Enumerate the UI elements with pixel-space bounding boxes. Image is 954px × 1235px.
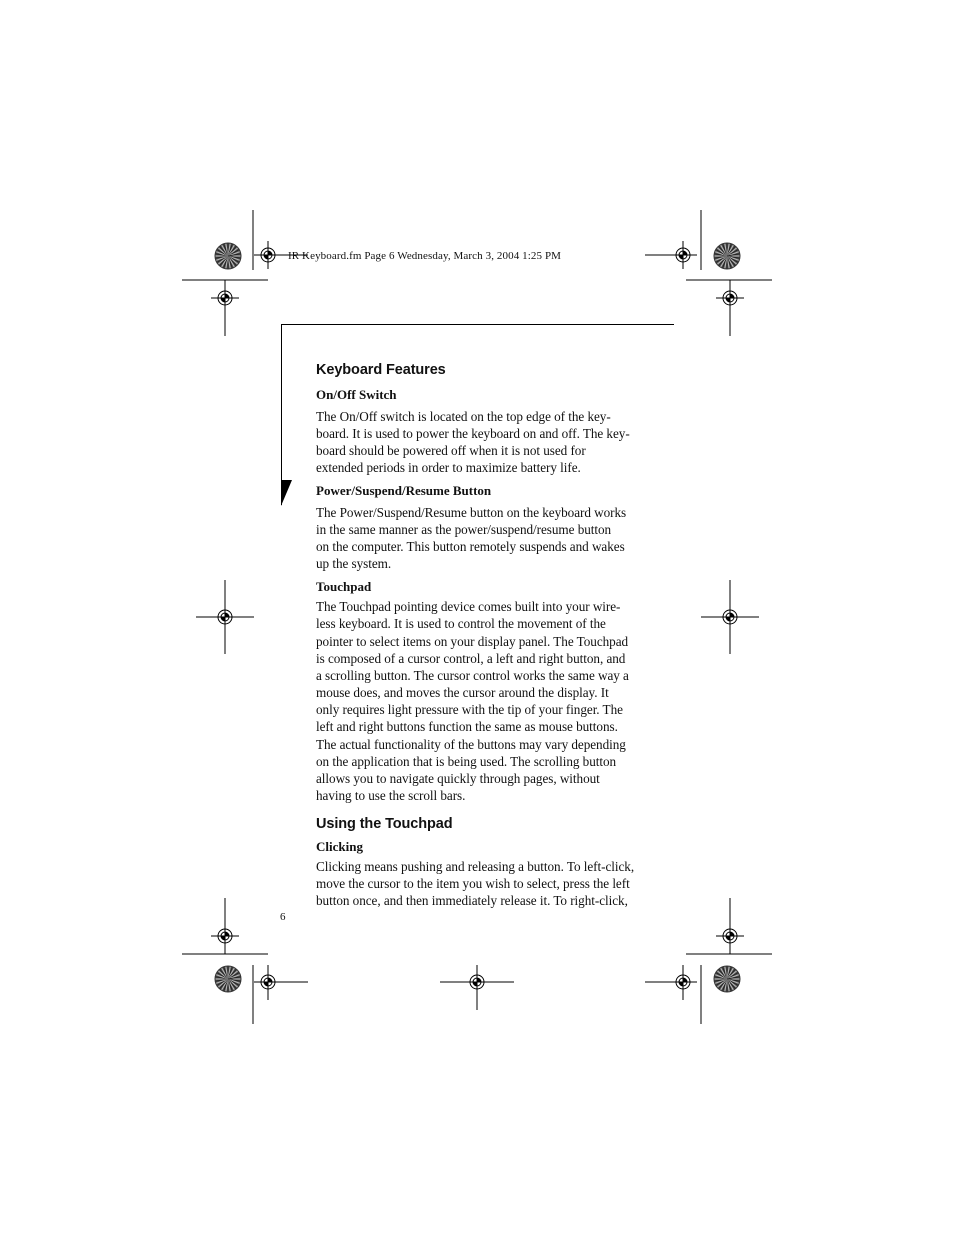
paragraph-touchpad xyxy=(316,598,656,804)
starburst-icon xyxy=(714,966,740,992)
text-line: on the application that is being used. The scrolling button xyxy=(316,753,617,769)
page-number: 6 xyxy=(280,911,286,923)
text-line: The Power/Suspend/Resume button on the keyboard works xyxy=(316,504,627,520)
text-line: pointer to select items on your display panel. The Touchpad xyxy=(316,633,629,649)
text-line: a scrolling button. The cursor control works the same way a xyxy=(316,667,629,683)
subheading-touchpad: Touchpad xyxy=(316,579,372,595)
text-line: allows you to navigate quickly through pages, without xyxy=(316,770,600,786)
text-line: board. It is used to power the keyboard on and off. The key- xyxy=(316,426,630,442)
subheading-clicking: Clicking xyxy=(316,839,363,855)
starburst-icon xyxy=(714,243,740,269)
section-heading-using-touchpad: Using the Touchpad xyxy=(316,816,453,833)
top-rule xyxy=(281,324,674,325)
starburst-icon xyxy=(215,966,241,992)
text-line: is composed of a cursor control, a left and right button, and xyxy=(316,650,626,666)
text-line: mouse does, and moves the cursor around the display. It xyxy=(316,685,609,701)
text-line: on the computer. This button remotely suspends and wakes xyxy=(316,538,625,554)
text-line: board should be powered off when it is not used for xyxy=(316,443,586,459)
slug-line: IR Keyboard.fm Page 6 Wednesday, March 3, 2004 1:25 PM xyxy=(288,250,562,262)
starburst-icon xyxy=(215,243,241,269)
subheading-power-button: Power/Suspend/Resume Button xyxy=(316,482,492,498)
paragraph-onoff xyxy=(316,408,656,477)
corner-wedge xyxy=(281,480,292,506)
text-line: button once, and then immediately release it. To right-click, xyxy=(316,893,628,909)
text-line: left and right buttons function the same as mouse buttons. xyxy=(316,719,618,735)
text-line: up the system. xyxy=(316,556,392,572)
subheading-onoff-switch: On/Off Switch xyxy=(316,387,397,402)
text-line: move the cursor to the item you wish to select, press the left xyxy=(316,876,630,892)
text-line: extended periods in order to maximize battery life. xyxy=(316,460,581,476)
text-line: The Touchpad pointing device comes built into your wire- xyxy=(316,599,621,615)
text-line: Clicking means pushing and releasing a button. To left-click, xyxy=(316,859,635,875)
text-line: in the same manner as the power/suspend/resume button xyxy=(316,521,612,537)
paragraph-power xyxy=(316,504,656,573)
text-line: The On/Off switch is located on the top edge of the key- xyxy=(316,409,611,424)
text-line: only requires light pressure with the tip of your finger. The xyxy=(316,702,623,718)
left-rule xyxy=(281,324,282,505)
text-line: having to use the scroll bars. xyxy=(316,787,466,803)
text-line: less keyboard. It is used to control the movement of the xyxy=(316,616,606,632)
page-body xyxy=(316,358,656,910)
section-heading-keyboard-features: Keyboard Features xyxy=(316,362,446,378)
paragraph-clicking xyxy=(316,858,656,909)
text-line: The actual functionality of the buttons may vary depending xyxy=(316,736,626,752)
